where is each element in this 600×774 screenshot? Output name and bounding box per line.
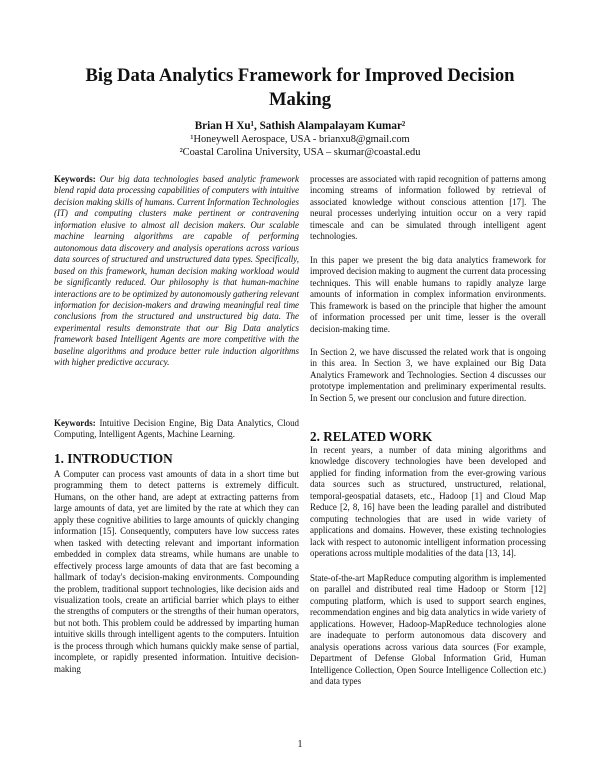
- section-heading-related-work: 2. RELATED WORK: [310, 429, 433, 444]
- keywords: [54, 418, 299, 441]
- paper-title: Big Data Analytics Framework for Improved Decision Making: [85, 65, 515, 110]
- intro-paragraph: A Computer can process vast amounts of data in a short time but programming them to detect patterns is extremely difficult. Humans, on the other hand, are adept at extracting patterns from large amounts of data, yet are limited by the rate at which they can apply these cognitive abilities to large amounts of quickly changing information [15]. Consequently, computers have low success rates when tasked with detecting relevant and important information embedded in complex data streams, while humans are unable to effectively process large amounts of data that are fast becoming a hallmark of today's decision-making environments. Compounding the problem, traditional support technologies, like decision aids and visualization tools, create an artificial barrier which plays to either the strengths of computers or the strengths of their human operators, but not both. This problem could be addressed by imparting human intuitive skills through intelligent agents to the computers. Intuition is the process through which humans quickly make sense of partial, incomplete, or rapidly presented information. Intuitive decision-making: [54, 469, 299, 674]
- related-work-paragraph-2: State-of-the-art MapReduce computing algorithm is implemented on parallel and distributed real time Hadoop or Storm [12] computing platform, which is used to support search engines, recommendation engines and big data analytics in wide variety of applications. However, Hadoop-MapReduce technologies alone are inadequate to perform autonomous data discovery and analysis operations across various data sources (For example, Department of Defense Global Information Grid, Human Intelligence Collection, Open Source Intelligence Collection etc.) and data types: [310, 573, 546, 687]
- keywords-text: Intuitive Decision Engine, Big Data Analytics, Cloud Computing, Intelligent Agents, Machine Learning.: [54, 418, 300, 440]
- affiliation-2: ²Coastal Carolina University, USA – skumar@coastal.edu: [179, 147, 421, 158]
- section-heading-introduction: 1. INTRODUCTION: [54, 451, 173, 466]
- intro-paragraph-3: In Section 2, we have discussed the related work that is ongoing in this area. In Section 3, we have explained our Big Data Analytics Framework and Technologies. Section 4 discusses our prototype implementation and preliminary experimental results. In Section 5, we present our conclusion and future direction.: [310, 347, 546, 403]
- abstract: [54, 174, 299, 369]
- author-names: Brian H Xu¹, Sathish Alampalayam Kumar²: [194, 120, 406, 132]
- affiliation-1: ¹Honeywell Aerospace, USA - brianxu8@gmail.com: [190, 134, 410, 145]
- abstract-text: Our big data technologies based analytic framework blend rapid data processing capabilities of computers with intuitive decision making skills of humans. Current Information Technologies (IT) and computing clusters make pertinent or contravening information elusive to almost all decision makers. Our scalable machine learning algorithms are capable of performing autonomous data discovery and analysis operations across various data sources of structured and unstructured data types. Specifically, based on this framework, human decision making workload would be significantly reduced. Our philosophy is that human-machine interactions are to be optimized by autonomously gathering relevant information for decision-makers and drawing meaningful real time conclusions from the structured and unstructured big data. The experimental results demonstrate that our Big Data analytics framework based Intelligent Agents are more competitive with the baseline algorithms and produce better rule induction algorithms with higher predictive accuracy.: [54, 174, 299, 368]
- abstract-label: Keywords:: [54, 174, 96, 184]
- intro-paragraph-2: In this paper we present the big data analytics framework for improved decision making to augment the current data processing techniques. This will enable humans to rapidly analyze large amounts of information in complex information environments. This framework is based on the principle that higher the amount of information processed per unit time, lesser is the overall decision-making time.: [310, 255, 546, 334]
- author-block: [60, 120, 540, 159]
- keywords-label: Keywords:: [54, 418, 96, 428]
- intro-paragraph-continued: processes are associated with rapid recognition of patterns among incoming streams of information followed by retrieval of associated knowledge without conscious attention [17]. The neural processes underlying intuition occur on a very rapid timescale and can be simulated through intelligent agent technologies.: [310, 174, 546, 242]
- related-work-paragraph-1: In recent years, a number of data mining algorithms and knowledge discovery technologies have been developed and applied for finding information from the ever-growing various data sources such as structured, unstructured, relational, temporal-geospatial datasets, etc., Hadoop [1] and Cloud Map Reduce [2, 8, 16] have been the leading parallel and distributed computing technologies that are used in wide variety of applications and domains. However, these existing technologies lack with respect to autonomic intelligent information processing operations across multiple modalities of the data [13, 14].: [310, 445, 546, 559]
- page-number: 1: [297, 739, 303, 750]
